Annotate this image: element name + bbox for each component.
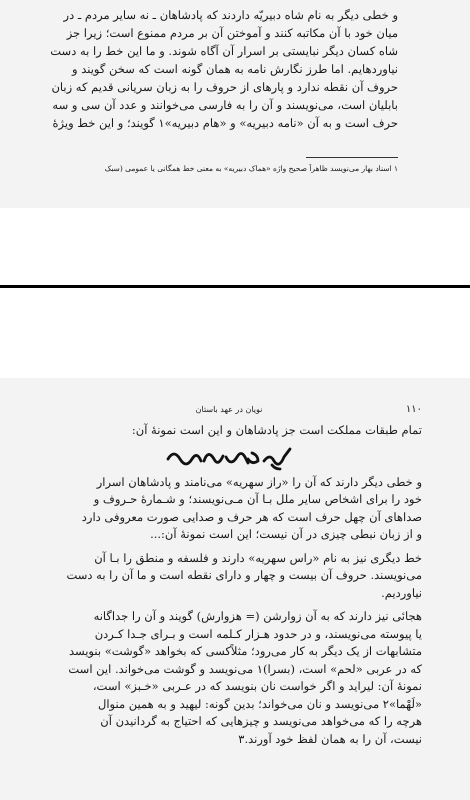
page-110 (0, 378, 470, 800)
text-line: و خطی دیگر به نام شاه دبیریّه داردند که پادشاهان ـ نه سایر مردم ـ در (63, 8, 398, 22)
page1-body-text (30, 6, 398, 132)
page-number: ۱۱۰ (405, 404, 422, 415)
text-line: که در عربی «لحم» است، (بسرا)۱ می‌نویسد و گوشت می‌خواند. این است (68, 661, 422, 676)
running-head: نویان در عهد باستان (195, 405, 263, 414)
footnote-rule (306, 157, 398, 158)
text-line: متشابهات از یک دیگر به کار می‌رود؛ مثلاًکسی که بخواهد «گوشت» بنویسد (68, 644, 422, 658)
text-line: میان خود با آن مکاتبه کنند و آموختن آن بر مردم ممنوع است؛ زیرا جز (66, 26, 398, 40)
text-line: حروف آن نقطه ندارد و پارهای از حروف را به زبان سریانی قدیم که زبان (51, 80, 398, 94)
footnote: ۱ اسناد بهار می‌نویسد ظاهراً صحیح واژه «هماک دبیریه» به معنی خط همگانی یا عمومی (سبک (104, 164, 398, 173)
page-header (36, 404, 422, 418)
text-line: «لَهْما»۲ می‌نویسد و نان می‌خواند؛ بدین گونه: لیهید و به همین منوال (97, 696, 422, 711)
text-line: هجائی نیز دارند که به آن زوارشن (= هزوارش) گویند و آن را جداگانه (93, 609, 422, 623)
intro-line: تمام طبقات مملکت است جز پادشاهان و این است نمونهٔ آن: (131, 423, 422, 437)
text-line: یا پیوسته می‌نویسند، و در حدود هـزار کـلمه است و بـرای جـدا کـردن (94, 626, 422, 641)
page-separator-bar (0, 285, 470, 288)
text-line: نیاوردیم. (381, 585, 422, 600)
text-line: نیاوردهایم. اما طرز نگارش نامه به همان گونه است که سخن گویند و (72, 62, 398, 76)
pahlavi-script-sample-icon (164, 441, 294, 473)
text-line: بابلیان است، می‌نویسند و آن را به فارسی می‌خوانند و عدد آن سی و سه (52, 98, 398, 112)
text-line: می‌نویسند. حروف آن بیست و چهار و دارای نقطه است و ما آن را به دست (66, 568, 422, 582)
top-page-fragment (0, 0, 470, 208)
text-line: نمونهٔ آن: لیراید و اگر خواست نان بنویسد که در عـربی «خـبز» است، (92, 679, 422, 693)
text-line: صداهای آن چهل حرف است که هر حرف و صدایی صورت معروفی دارد (81, 509, 422, 524)
text-line: و خطی دیگر دارند که آن را «راز سهریه» می‌نامند و پادشاهان اسرار (96, 474, 422, 489)
text-line: نیست، آن را به همان لفظ خود آورند.۳ (238, 731, 422, 746)
script-sample-image (36, 440, 422, 474)
text-line: شاه کسان دیگر نبایستی بر اسرار آن آگاه شوند. و ما این خط را به دست (50, 44, 398, 58)
text-line: خط دیگری نیز به نام «راس سهریه» دارند و فلسفه و منطق را بـا آن (94, 550, 422, 565)
text-line: هرچه را که می‌خواهد می‌نویسد و چیزهایی که احتیاج به گردانیدن آن (100, 714, 422, 728)
page2-body-text (36, 422, 422, 748)
text-line: و از زبان نبطی چیزی در آن نیست؛ این است نمونهٔ آن:... (150, 527, 422, 541)
text-line: حرف است و به آن «نامه دبیریه» و «هام دبیریه»۱ گویند؛ و این خط ویژهٔ (52, 116, 398, 130)
text-line: خود را برای اشخاص سایر ملل بـا آن مـی‌نویسند؛ و شـمارهٔ حـروف و (93, 492, 422, 506)
